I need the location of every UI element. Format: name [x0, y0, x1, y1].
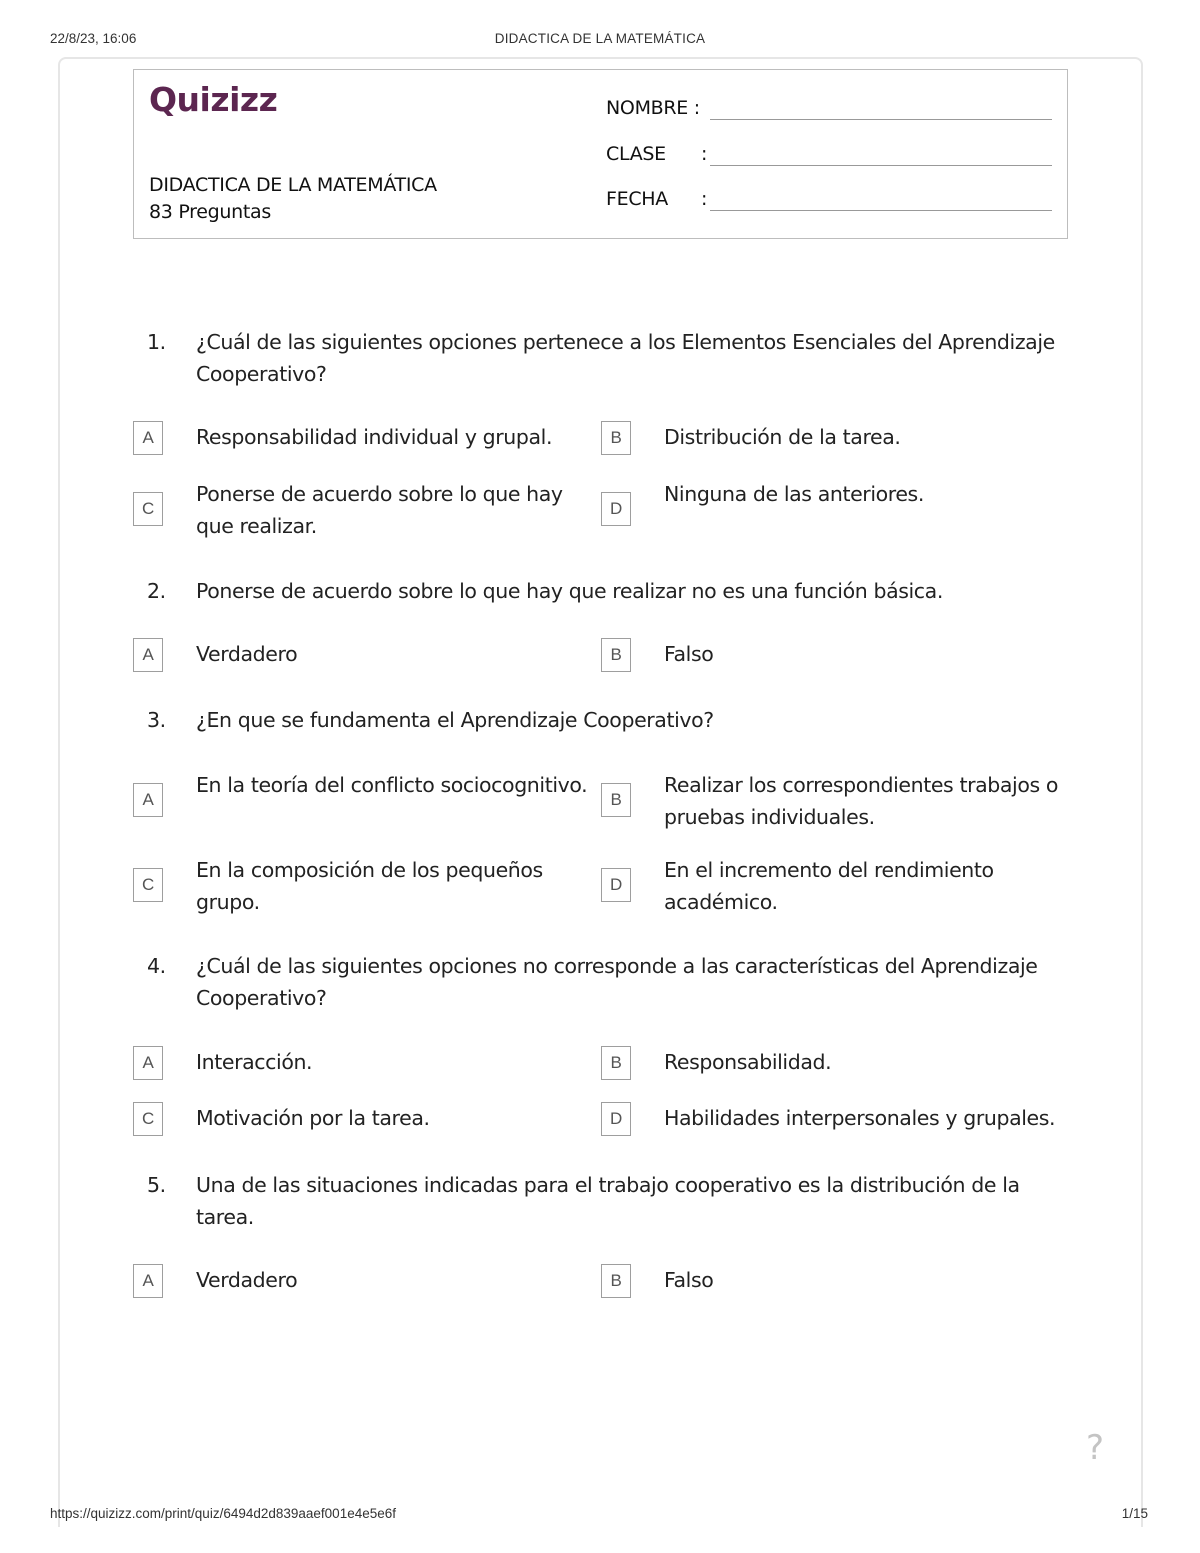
fecha-line — [710, 210, 1052, 211]
fecha-colon: : — [701, 188, 708, 210]
option-text: En el incremento del rendimiento académico. — [664, 858, 994, 914]
option-letter-badge: B — [601, 421, 631, 455]
option-letter-badge: D — [601, 868, 631, 902]
quizizz-logo: Quizizz — [149, 80, 278, 119]
option-letter-badge: A — [133, 1264, 163, 1298]
option-letter-badge: B — [601, 1046, 631, 1080]
question-mark-icon[interactable]: ? — [1086, 1428, 1105, 1468]
question-number: 4. — [147, 954, 166, 978]
question-number: 1. — [147, 330, 166, 354]
nombre-line — [710, 119, 1052, 120]
question-number: 3. — [147, 708, 166, 732]
quiz-title: DIDACTICA DE LA MATEMÁTICA — [149, 174, 437, 196]
clase-field — [606, 143, 707, 165]
clase-line — [710, 165, 1052, 166]
option-text: Responsabilidad individual y grupal. — [196, 425, 553, 449]
option-text: Ninguna de las anteriores. — [664, 482, 924, 506]
option-text: En la teoría del conflicto sociocognitivo. — [196, 773, 588, 797]
option-letter-badge: C — [133, 492, 163, 526]
question-count: 83 Preguntas — [149, 201, 271, 223]
page-number: 1/15 — [1121, 1506, 1148, 1521]
option-text: Verdadero — [196, 642, 298, 666]
question-number: 2. — [147, 579, 166, 603]
print-footer — [50, 1506, 1150, 1526]
option-text: Distribución de la tarea. — [664, 425, 901, 449]
option-letter-badge: C — [133, 1102, 163, 1136]
nombre-field — [606, 97, 701, 119]
nombre-label: NOMBRE : — [606, 97, 700, 119]
option-text: Realizar los correspondientes trabajos o pruebas individuales. — [664, 773, 1059, 829]
option-text: Motivación por la tarea. — [196, 1106, 430, 1130]
option-letter-badge: A — [133, 783, 163, 817]
fecha-field — [606, 188, 707, 210]
fecha-label: FECHA — [606, 188, 668, 210]
question-text: Ponerse de acuerdo sobre lo que hay que realizar no es una función básica. — [196, 579, 943, 603]
question-text: ¿Cuál de las siguientes opciones pertenece a los Elementos Esenciales del Aprendizaje Cooperativo? — [196, 330, 1055, 386]
option-text: En la composición de los pequeños grupo. — [196, 858, 543, 914]
option-letter-badge: A — [133, 421, 163, 455]
option-letter-badge: D — [601, 492, 631, 526]
option-letter-badge: A — [133, 1046, 163, 1080]
option-letter-badge: B — [601, 1264, 631, 1298]
question-text: Una de las situaciones indicadas para el trabajo cooperativo es la distribución de la tarea. — [196, 1173, 1020, 1229]
option-text: Verdadero — [196, 1268, 298, 1292]
option-text: Falso — [664, 1268, 714, 1292]
question-number: 5. — [147, 1173, 166, 1197]
question-text: ¿Cuál de las siguientes opciones no corresponde a las características del Aprendizaje Cooperativo? — [196, 954, 1038, 1010]
option-letter-badge: B — [601, 638, 631, 672]
clase-colon: : — [701, 143, 708, 165]
option-letter-badge: C — [133, 868, 163, 902]
option-text: Falso — [664, 642, 714, 666]
option-text: Habilidades interpersonales y grupales. — [664, 1106, 1056, 1130]
print-title: DIDACTICA DE LA MATEMÁTICA — [494, 31, 706, 46]
option-text: Responsabilidad. — [664, 1050, 832, 1074]
print-datetime: 22/8/23, 16:06 — [50, 31, 137, 46]
option-text: Interacción. — [196, 1050, 313, 1074]
option-letter-badge: B — [601, 783, 631, 817]
print-header — [50, 31, 1150, 51]
option-letter-badge: D — [601, 1102, 631, 1136]
clase-label: CLASE — [606, 143, 666, 165]
option-text: Ponerse de acuerdo sobre lo que hay que realizar. — [196, 482, 563, 538]
print-url: https://quizizz.com/print/quiz/6494d2d839aaef001e4e5e6f — [50, 1506, 396, 1521]
option-letter-badge: A — [133, 638, 163, 672]
question-text: ¿En que se fundamenta el Aprendizaje Cooperativo? — [196, 708, 714, 732]
